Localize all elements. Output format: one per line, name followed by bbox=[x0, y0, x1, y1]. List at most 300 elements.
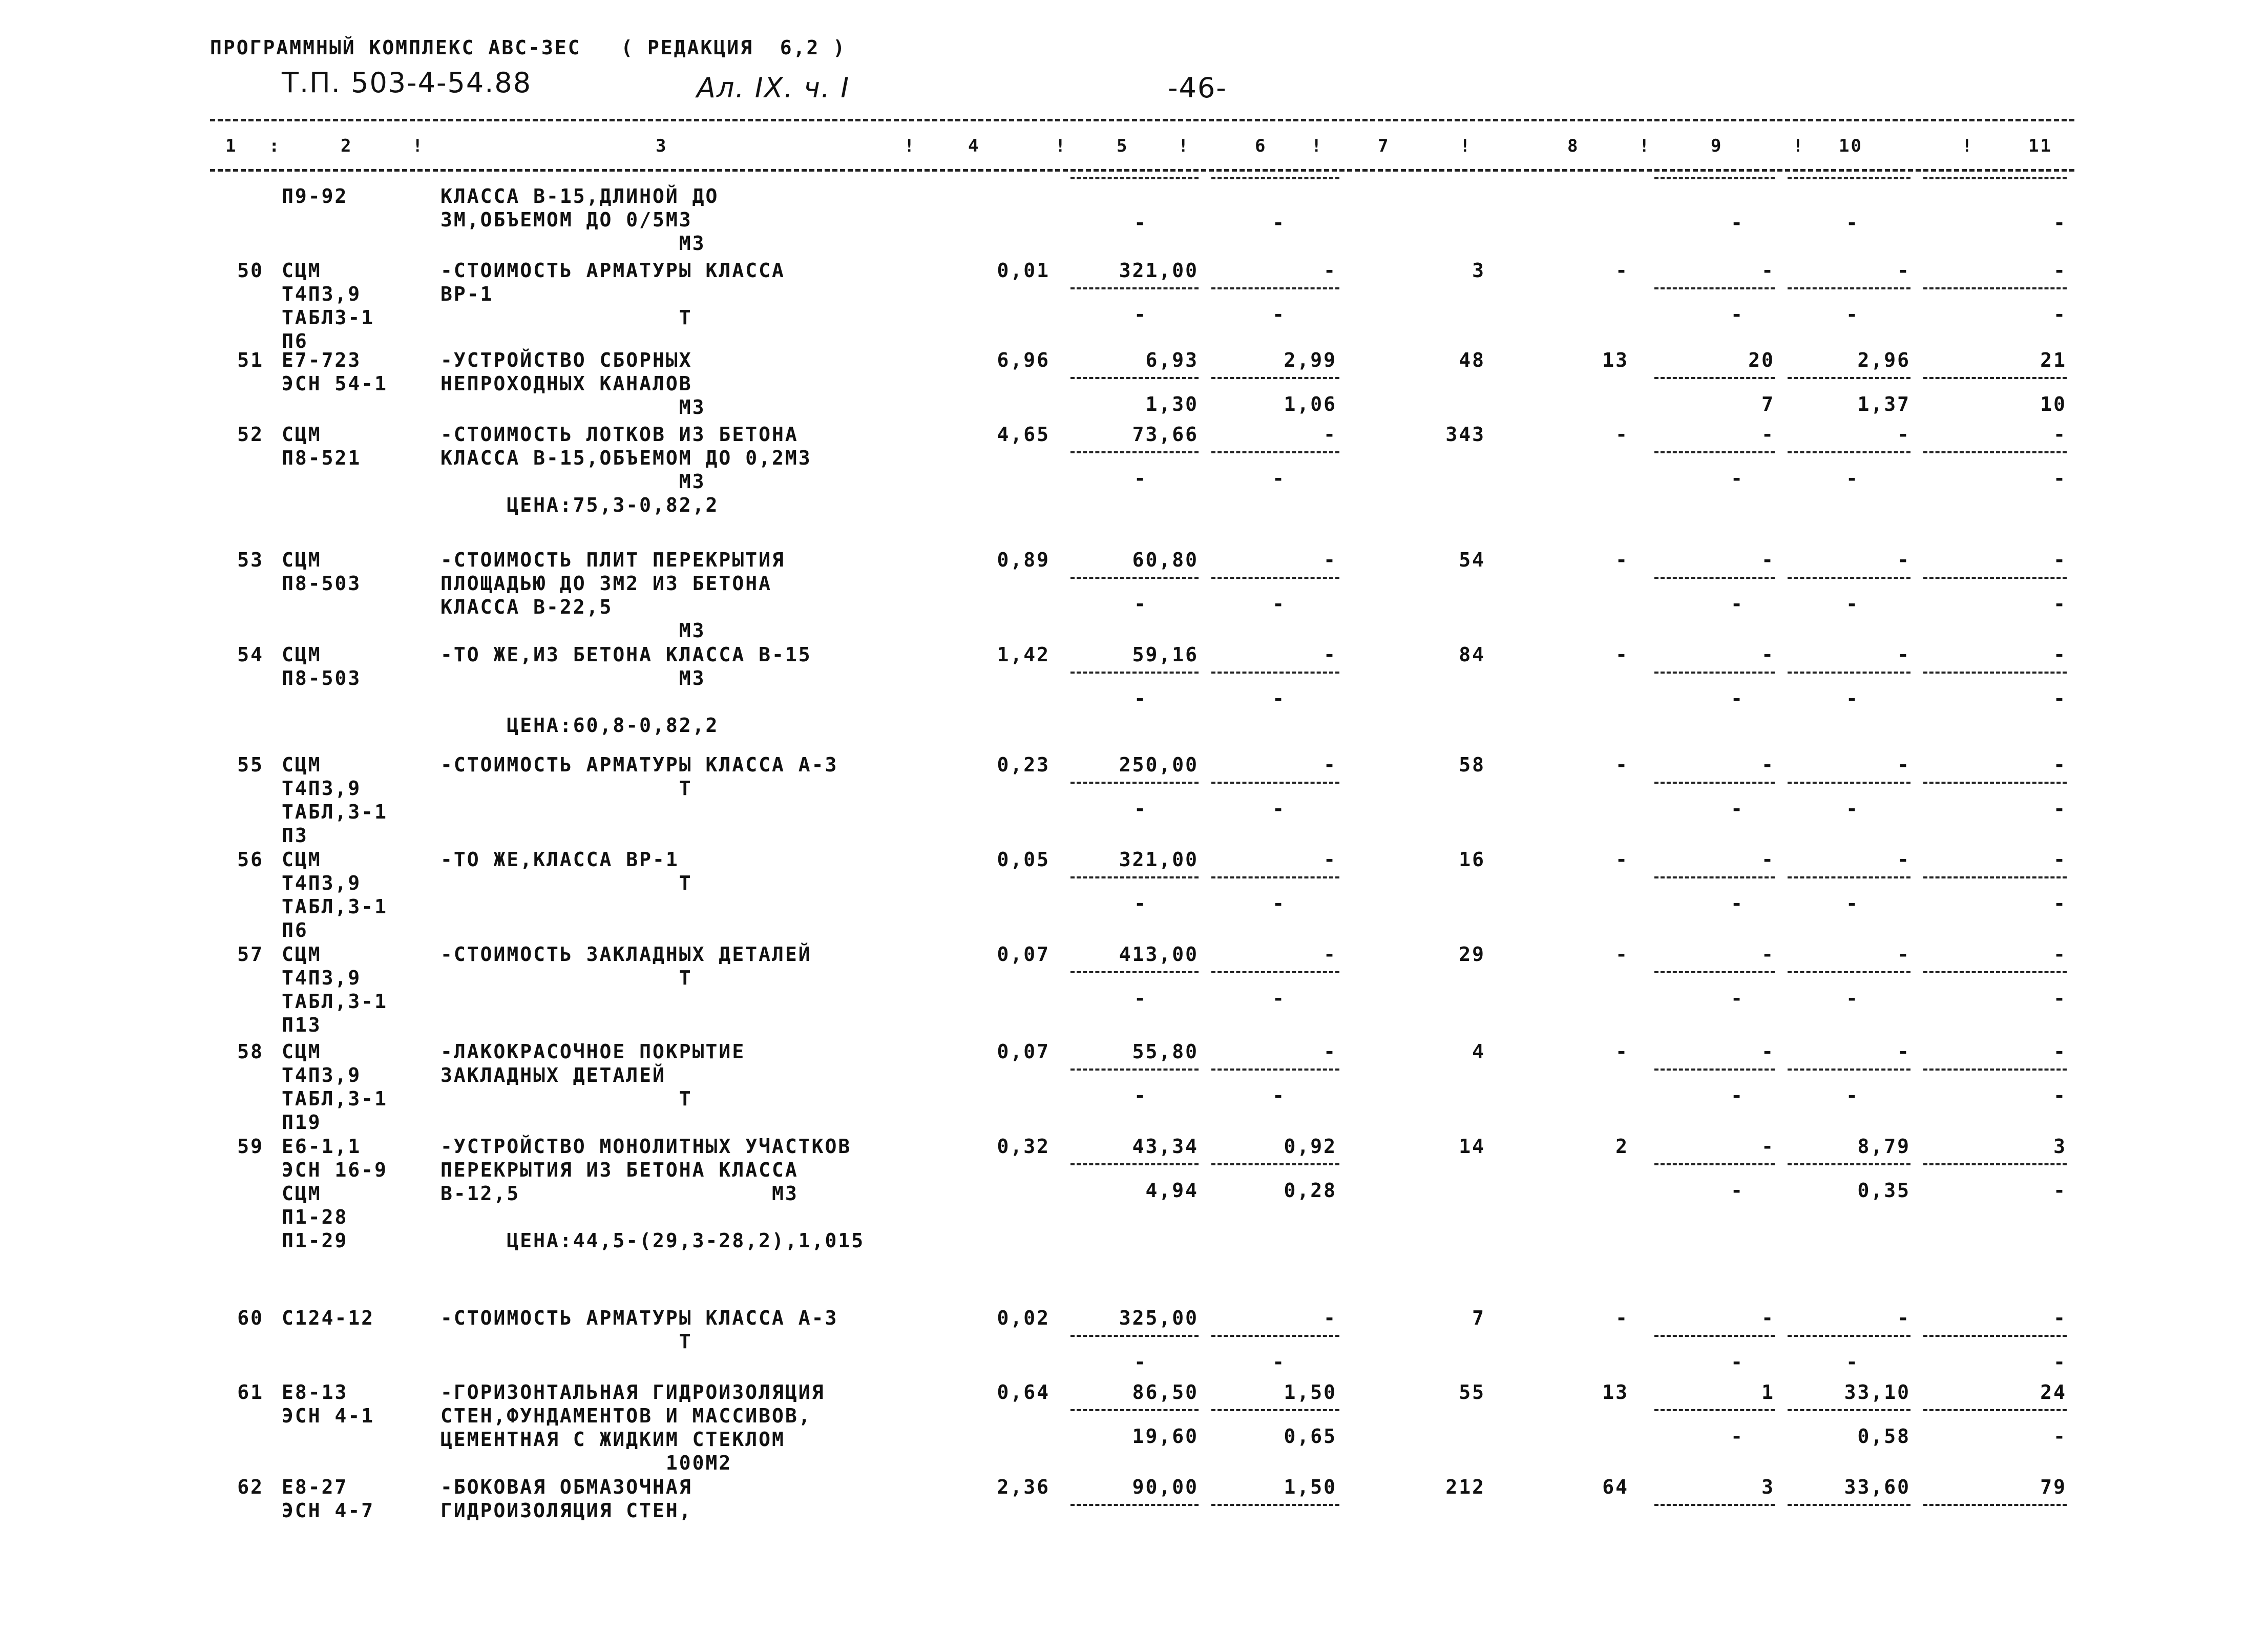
cell-separator-dash bbox=[1923, 971, 2067, 973]
row-description: ПЛОЩАДЬЮ ДО 3М2 ИЗ БЕТОНА bbox=[440, 572, 772, 595]
row-number: 55 bbox=[237, 753, 264, 776]
row-number: 56 bbox=[237, 848, 264, 871]
cell-col-5-lower: 1,30 bbox=[1145, 393, 1199, 415]
cell-col-11: - bbox=[2053, 549, 2067, 571]
cell-col-11-lower: - bbox=[2053, 593, 2067, 615]
row-code: П9-92 bbox=[282, 185, 348, 207]
row-code: СЦМ bbox=[282, 1182, 322, 1205]
cell-col-7: 84 bbox=[1459, 643, 1485, 666]
album-code: Ал. IX. ч. I bbox=[697, 72, 850, 104]
cell-separator-dash bbox=[1070, 177, 1199, 179]
cell-col-9-lower: - bbox=[1731, 1351, 1744, 1373]
cell-col-8: - bbox=[1615, 848, 1629, 871]
cell-col-5-lower: - bbox=[1134, 687, 1147, 710]
cell-col-4: 0,07 bbox=[997, 1040, 1050, 1063]
row-code: ТАБЛ,3-1 bbox=[282, 801, 388, 823]
cell-col-7: 16 bbox=[1459, 848, 1485, 871]
cell-col-5-lower: - bbox=[1134, 798, 1147, 820]
cell-separator-dash bbox=[1211, 1504, 1339, 1506]
cell-separator-dash bbox=[1788, 782, 1910, 784]
row-description: 3М,ОБЪЕМОМ ДО 0/5М3 bbox=[440, 208, 692, 231]
cell-col-4: 0,89 bbox=[997, 549, 1050, 571]
row-description: -СТОИМОСТЬ АРМАТУРЫ КЛАССА А-3 bbox=[440, 1307, 838, 1329]
row-description: -СТОИМОСТЬ АРМАТУРЫ КЛАССА bbox=[440, 259, 785, 282]
cell-separator-dash bbox=[1788, 1504, 1910, 1506]
cell-col-7: 343 bbox=[1445, 423, 1485, 446]
cell-col-4: 0,07 bbox=[997, 943, 1050, 966]
cell-separator-dash bbox=[1788, 377, 1910, 379]
cell-col-11-lower: - bbox=[2053, 303, 2067, 326]
cell-col-4: 0,05 bbox=[997, 848, 1050, 871]
cell-col-7: 54 bbox=[1459, 549, 1485, 571]
cell-col-10: 33,10 bbox=[1844, 1381, 1910, 1403]
tp-code: Т.П. 503-4-54.88 bbox=[282, 67, 532, 99]
cell-separator-dash bbox=[1654, 1163, 1775, 1165]
row-code: ТАБЛ,3-1 bbox=[282, 990, 388, 1013]
row-code: ТАБЛ3-1 bbox=[282, 306, 375, 329]
cell-col-10-lower: - bbox=[1846, 798, 1859, 820]
row-description: -СТОИМОСТЬ ПЛИТ ПЕРЕКРЫТИЯ bbox=[440, 549, 785, 571]
cell-col-4: 1,42 bbox=[997, 643, 1050, 666]
cell-col-5: 60,80 bbox=[1132, 549, 1199, 571]
cell-col-7: 3 bbox=[1472, 259, 1485, 282]
row-description: НЕПРОХОДНЫХ КАНАЛОВ bbox=[440, 372, 692, 395]
cell-col-8: - bbox=[1615, 943, 1629, 966]
cell-col-9: 1 bbox=[1761, 1381, 1775, 1403]
row-description: Т bbox=[440, 872, 692, 894]
cell-col-11-lower: - bbox=[2053, 1179, 2067, 1202]
cell-col-9-lower: - bbox=[1731, 467, 1744, 490]
cell-separator-dash bbox=[1211, 451, 1339, 453]
row-code: Е7-723 bbox=[282, 349, 362, 371]
row-description: ЦЕМЕНТНАЯ С ЖИДКИМ СТЕКЛОМ bbox=[440, 1428, 785, 1451]
cell-col-11-lower: - bbox=[2053, 798, 2067, 820]
column-number: 3 bbox=[656, 136, 668, 156]
cell-col-10-lower: - bbox=[1846, 467, 1859, 490]
row-description: М3 bbox=[440, 232, 706, 255]
cell-separator-dash bbox=[1211, 1069, 1339, 1071]
cell-col-9: - bbox=[1761, 643, 1775, 666]
cell-col-4: 0,02 bbox=[997, 1307, 1050, 1329]
column-number: 8 bbox=[1567, 136, 1580, 156]
row-code: С124-12 bbox=[282, 1307, 375, 1329]
row-code: П1-28 bbox=[282, 1206, 348, 1228]
row-code: П8-503 bbox=[282, 572, 362, 595]
cell-separator-dash bbox=[1654, 672, 1775, 674]
cell-col-6: - bbox=[1324, 848, 1337, 871]
cell-separator-dash bbox=[1211, 287, 1339, 289]
column-number: 7 bbox=[1378, 136, 1390, 156]
cell-col-8: - bbox=[1615, 423, 1629, 446]
cell-col-5: 413,00 bbox=[1119, 943, 1199, 966]
row-code: ЭСН 54-1 bbox=[282, 372, 388, 395]
column-number: ! bbox=[1460, 136, 1472, 156]
cell-col-9-lower: - bbox=[1731, 303, 1744, 326]
cell-col-5: 321,00 bbox=[1119, 848, 1199, 871]
cell-col-11-lower: - bbox=[2053, 212, 2067, 234]
cell-col-8: 13 bbox=[1602, 349, 1629, 371]
cell-separator-dash bbox=[1788, 971, 1910, 973]
row-description: Т bbox=[440, 967, 692, 989]
cell-separator-dash bbox=[1211, 177, 1339, 179]
cell-col-6-lower: - bbox=[1272, 1351, 1286, 1373]
cell-separator-dash bbox=[1923, 177, 2067, 179]
cell-col-9: - bbox=[1761, 1040, 1775, 1063]
cell-col-4: 0,23 bbox=[997, 753, 1050, 776]
cell-col-9: - bbox=[1761, 1307, 1775, 1329]
cell-separator-dash bbox=[1654, 971, 1775, 973]
cell-separator-dash bbox=[1070, 876, 1199, 878]
cell-col-4: 6,96 bbox=[997, 349, 1050, 371]
cell-col-8: - bbox=[1615, 643, 1629, 666]
row-description: -СТОИМОСТЬ ЛОТКОВ ИЗ БЕТОНА bbox=[440, 423, 799, 446]
cell-col-11-lower: 10 bbox=[2040, 393, 2067, 415]
row-description: М3 bbox=[440, 396, 706, 418]
cell-separator-dash bbox=[1070, 1069, 1199, 1071]
cell-separator-dash bbox=[1923, 451, 2067, 453]
cell-col-11: - bbox=[2053, 943, 2067, 966]
row-description: -СТОИМОСТЬ АРМАТУРЫ КЛАССА А-3 bbox=[440, 753, 838, 776]
row-description: М3 bbox=[440, 619, 706, 642]
cell-col-4: 0,64 bbox=[997, 1381, 1050, 1403]
cell-col-10: - bbox=[1897, 549, 1910, 571]
cell-separator-dash bbox=[1923, 672, 2067, 674]
cell-col-10-lower: - bbox=[1846, 687, 1859, 710]
cell-col-5: 86,50 bbox=[1132, 1381, 1199, 1403]
cell-col-10-lower: - bbox=[1846, 892, 1859, 915]
cell-col-10-lower: - bbox=[1846, 1084, 1859, 1107]
cell-separator-dash bbox=[1070, 377, 1199, 379]
cell-col-5: 90,00 bbox=[1132, 1476, 1199, 1498]
cell-separator-dash bbox=[1211, 876, 1339, 878]
cell-col-9-lower: - bbox=[1731, 987, 1744, 1010]
cell-separator-dash bbox=[1070, 782, 1199, 784]
cell-col-10-lower: - bbox=[1846, 212, 1859, 234]
cell-col-11-lower: - bbox=[2053, 687, 2067, 710]
cell-col-6: - bbox=[1324, 423, 1337, 446]
cell-col-5-lower: - bbox=[1134, 303, 1147, 326]
cell-col-8: - bbox=[1615, 1040, 1629, 1063]
cell-col-10: - bbox=[1897, 753, 1910, 776]
cell-col-5: 325,00 bbox=[1119, 1307, 1199, 1329]
row-code: Е8-13 bbox=[282, 1381, 348, 1403]
cell-col-11-lower: - bbox=[2053, 1351, 2067, 1373]
cell-separator-dash bbox=[1923, 1504, 2067, 1506]
row-code: ТАБЛ,3-1 bbox=[282, 895, 388, 918]
cell-col-9: - bbox=[1761, 943, 1775, 966]
cell-separator-dash bbox=[1211, 1335, 1339, 1337]
cell-col-5-lower: 19,60 bbox=[1132, 1425, 1199, 1448]
cell-col-9-lower: - bbox=[1731, 1179, 1744, 1202]
cell-col-4: 0,01 bbox=[997, 259, 1050, 282]
row-description: -БОКОВАЯ ОБМАЗОЧНАЯ bbox=[440, 1476, 692, 1498]
cell-separator-dash bbox=[1211, 1409, 1339, 1411]
cell-col-6: 2,99 bbox=[1284, 349, 1337, 371]
row-code: Т4П3,9 bbox=[282, 1064, 362, 1086]
column-number: 10 bbox=[1839, 136, 1863, 156]
cell-col-6-lower: - bbox=[1272, 303, 1286, 326]
cell-col-9: - bbox=[1761, 549, 1775, 571]
cell-separator-dash bbox=[1070, 1335, 1199, 1337]
row-code: ТАБЛ,3-1 bbox=[282, 1087, 388, 1110]
cell-col-7: 48 bbox=[1459, 349, 1485, 371]
row-code: П6 bbox=[282, 330, 308, 352]
cell-col-11-lower: - bbox=[2053, 1425, 2067, 1448]
row-number: 52 bbox=[237, 423, 264, 446]
cell-separator-dash bbox=[1654, 1409, 1775, 1411]
row-number: 59 bbox=[237, 1135, 264, 1158]
row-code: СЦМ bbox=[282, 643, 322, 666]
row-number: 51 bbox=[237, 349, 264, 371]
cell-col-8: 2 bbox=[1615, 1135, 1629, 1158]
cell-separator-dash bbox=[1654, 1069, 1775, 1071]
row-description: ЦЕНА:75,3-0,82,2 bbox=[440, 494, 719, 516]
cell-separator-dash bbox=[1788, 577, 1910, 579]
cell-col-7: 212 bbox=[1445, 1476, 1485, 1498]
cell-col-8: - bbox=[1615, 259, 1629, 282]
cell-col-5: 250,00 bbox=[1119, 753, 1199, 776]
cell-col-11: - bbox=[2053, 423, 2067, 446]
cell-col-7: 7 bbox=[1472, 1307, 1485, 1329]
cell-separator-dash bbox=[1070, 287, 1199, 289]
cell-col-9-lower: - bbox=[1731, 798, 1744, 820]
cell-col-5: 321,00 bbox=[1119, 259, 1199, 282]
cell-separator-dash bbox=[1923, 577, 2067, 579]
cell-col-6: - bbox=[1324, 643, 1337, 666]
cell-separator-dash bbox=[1923, 287, 2067, 289]
cell-col-8: - bbox=[1615, 549, 1629, 571]
cell-col-6: - bbox=[1324, 1307, 1337, 1329]
row-code: Т4П3,9 bbox=[282, 872, 362, 894]
cell-col-11: - bbox=[2053, 643, 2067, 666]
cell-separator-dash bbox=[1788, 1409, 1910, 1411]
cell-col-7: 58 bbox=[1459, 753, 1485, 776]
column-number: ! bbox=[1055, 136, 1067, 156]
cell-col-6: 0,92 bbox=[1284, 1135, 1337, 1158]
cell-col-10-lower: 0,35 bbox=[1857, 1179, 1910, 1202]
cell-col-11: - bbox=[2053, 1307, 2067, 1329]
cell-col-7: 14 bbox=[1459, 1135, 1485, 1158]
cell-col-5-lower: - bbox=[1134, 1351, 1147, 1373]
cell-separator-dash bbox=[1070, 577, 1199, 579]
cell-col-5: 6,93 bbox=[1145, 349, 1199, 371]
cell-col-10: - bbox=[1897, 259, 1910, 282]
cell-col-9: - bbox=[1761, 259, 1775, 282]
cell-separator-dash bbox=[1654, 377, 1775, 379]
cell-separator-dash bbox=[1211, 1163, 1339, 1165]
row-description: Т bbox=[440, 777, 692, 800]
cell-col-10: 8,79 bbox=[1857, 1135, 1910, 1158]
row-number: 53 bbox=[237, 549, 264, 571]
row-number: 60 bbox=[237, 1307, 264, 1329]
cell-col-11: 79 bbox=[2040, 1476, 2067, 1498]
column-number: ! bbox=[412, 136, 425, 156]
cell-separator-dash bbox=[1654, 1504, 1775, 1506]
cell-col-7: 4 bbox=[1472, 1040, 1485, 1063]
row-description: ЦЕНА:60,8-0,82,2 bbox=[440, 714, 719, 737]
cell-col-9: 20 bbox=[1748, 349, 1775, 371]
row-description: Т bbox=[440, 306, 692, 329]
column-number: 1 bbox=[225, 136, 238, 156]
cell-col-11: - bbox=[2053, 753, 2067, 776]
cell-col-10: - bbox=[1897, 1040, 1910, 1063]
column-number: ! bbox=[1793, 136, 1805, 156]
cell-col-10-lower: 0,58 bbox=[1857, 1425, 1910, 1448]
cell-col-11-lower: - bbox=[2053, 1084, 2067, 1107]
cell-col-10: - bbox=[1897, 1307, 1910, 1329]
cell-col-5-lower: - bbox=[1134, 987, 1147, 1010]
cell-col-5: 73,66 bbox=[1132, 423, 1199, 446]
cell-separator-dash bbox=[1654, 782, 1775, 784]
cell-separator-dash bbox=[1654, 177, 1775, 179]
cell-col-6-lower: 0,28 bbox=[1284, 1179, 1337, 1202]
cell-separator-dash bbox=[1211, 577, 1339, 579]
row-code: СЦМ bbox=[282, 423, 322, 446]
row-code: СЦМ bbox=[282, 259, 322, 282]
cell-separator-dash bbox=[1070, 1409, 1199, 1411]
header-rule-bottom bbox=[210, 169, 2074, 172]
row-description: -ТО ЖЕ,ИЗ БЕТОНА КЛАССА В-15 bbox=[440, 643, 812, 666]
cell-separator-dash bbox=[1070, 1163, 1199, 1165]
row-code: ЭСН 16-9 bbox=[282, 1159, 388, 1181]
cell-col-5: 59,16 bbox=[1132, 643, 1199, 666]
cell-col-10-lower: 1,37 bbox=[1857, 393, 1910, 415]
cell-col-6-lower: - bbox=[1272, 1084, 1286, 1107]
cell-col-9-lower: 7 bbox=[1761, 393, 1775, 415]
cell-col-6-lower: - bbox=[1272, 892, 1286, 915]
row-description: -УСТРОЙСТВО МОНОЛИТНЫХ УЧАСТКОВ bbox=[440, 1135, 852, 1158]
cell-separator-dash bbox=[1211, 377, 1339, 379]
row-code: П1-29 bbox=[282, 1229, 348, 1252]
cell-col-8: 13 bbox=[1602, 1381, 1629, 1403]
row-description: ЦЕНА:44,5-(29,3-28,2),1,015 bbox=[440, 1229, 865, 1252]
cell-col-11-lower: - bbox=[2053, 467, 2067, 490]
cell-col-4: 0,32 bbox=[997, 1135, 1050, 1158]
cell-col-6: - bbox=[1324, 549, 1337, 571]
cell-col-4: 4,65 bbox=[997, 423, 1050, 446]
cell-separator-dash bbox=[1923, 1069, 2067, 1071]
row-code: П13 bbox=[282, 1014, 322, 1036]
column-number: ! bbox=[904, 136, 916, 156]
row-description: ПЕРЕКРЫТИЯ ИЗ БЕТОНА КЛАССА bbox=[440, 1159, 799, 1181]
cell-separator-dash bbox=[1923, 1335, 2067, 1337]
row-code: П3 bbox=[282, 824, 308, 847]
cell-col-10: 33,60 bbox=[1844, 1476, 1910, 1498]
cell-col-6: 1,50 bbox=[1284, 1381, 1337, 1403]
column-number: ! bbox=[1639, 136, 1651, 156]
cell-col-11: 21 bbox=[2040, 349, 2067, 371]
cell-separator-dash bbox=[1211, 782, 1339, 784]
header-rule-top bbox=[210, 119, 2074, 121]
column-number: 2 bbox=[341, 136, 353, 156]
column-number: 11 bbox=[2028, 136, 2052, 156]
row-description: СТЕН,ФУНДАМЕНТОВ И МАССИВОВ, bbox=[440, 1405, 812, 1427]
cell-col-5: 43,34 bbox=[1132, 1135, 1199, 1158]
row-code: Т4П3,9 bbox=[282, 283, 362, 305]
cell-col-11: - bbox=[2053, 259, 2067, 282]
cell-separator-dash bbox=[1654, 876, 1775, 878]
cell-col-11: 24 bbox=[2040, 1381, 2067, 1403]
cell-col-9-lower: - bbox=[1731, 892, 1744, 915]
cell-col-6: 1,50 bbox=[1284, 1476, 1337, 1498]
cell-separator-dash bbox=[1654, 451, 1775, 453]
cell-separator-dash bbox=[1923, 782, 2067, 784]
row-description: ЗАКЛАДНЫХ ДЕТАЛЕЙ bbox=[440, 1064, 666, 1086]
cell-separator-dash bbox=[1654, 1335, 1775, 1337]
cell-separator-dash bbox=[1070, 672, 1199, 674]
cell-col-10: - bbox=[1897, 643, 1910, 666]
cell-col-6: - bbox=[1324, 1040, 1337, 1063]
cell-separator-dash bbox=[1788, 1163, 1910, 1165]
row-description: -СТОИМОСТЬ ЗАКЛАДНЫХ ДЕТАЛЕЙ bbox=[440, 943, 812, 966]
row-code: ЭСН 4-1 bbox=[282, 1405, 375, 1427]
cell-separator-dash bbox=[1788, 451, 1910, 453]
row-code: СЦМ bbox=[282, 848, 322, 871]
cell-separator-dash bbox=[1788, 177, 1910, 179]
row-description: -ЛАКОКРАСОЧНОЕ ПОКРЫТИЕ bbox=[440, 1040, 746, 1063]
cell-col-10-lower: - bbox=[1846, 987, 1859, 1010]
cell-col-5-lower: - bbox=[1134, 1084, 1147, 1107]
cell-col-10: - bbox=[1897, 943, 1910, 966]
row-code: СЦМ bbox=[282, 943, 322, 966]
row-description: Т bbox=[440, 1087, 692, 1110]
cell-col-10: 2,96 bbox=[1857, 349, 1910, 371]
program-header-line: ПРОГРАММНЫЙ КОМПЛЕКС АВС-ЗЕС ( РЕДАКЦИЯ 6,2 ) bbox=[210, 36, 847, 59]
cell-col-9-lower: - bbox=[1731, 212, 1744, 234]
cell-col-11: 3 bbox=[2053, 1135, 2067, 1158]
cell-separator-dash bbox=[1788, 287, 1910, 289]
cell-col-6: - bbox=[1324, 943, 1337, 966]
row-code: П8-521 bbox=[282, 447, 362, 469]
cell-col-6-lower: - bbox=[1272, 212, 1286, 234]
row-description: 100М2 bbox=[440, 1452, 732, 1474]
cell-col-7: 29 bbox=[1459, 943, 1485, 966]
cell-separator-dash bbox=[1211, 672, 1339, 674]
cell-col-5-lower: 4,94 bbox=[1145, 1179, 1199, 1202]
cell-col-9: 3 bbox=[1761, 1476, 1775, 1498]
row-number: 54 bbox=[237, 643, 264, 666]
cell-col-6-lower: - bbox=[1272, 987, 1286, 1010]
cell-separator-dash bbox=[1654, 287, 1775, 289]
row-code: Т4П3,9 bbox=[282, 967, 362, 989]
row-code: Е6-1,1 bbox=[282, 1135, 362, 1158]
cell-col-9-lower: - bbox=[1731, 687, 1744, 710]
row-code: ЭСН 4-7 bbox=[282, 1499, 375, 1522]
row-code: Т4П3,9 bbox=[282, 777, 362, 800]
cell-col-10: - bbox=[1897, 423, 1910, 446]
row-description: М3 bbox=[440, 667, 706, 689]
cell-col-9: - bbox=[1761, 753, 1775, 776]
cell-separator-dash bbox=[1070, 971, 1199, 973]
cell-col-6-lower: - bbox=[1272, 467, 1286, 490]
cell-col-6-lower: 1,06 bbox=[1284, 393, 1337, 415]
row-number: 62 bbox=[237, 1476, 264, 1498]
cell-col-10-lower: - bbox=[1846, 593, 1859, 615]
column-number: ! bbox=[1962, 136, 1974, 156]
column-number: 4 bbox=[968, 136, 980, 156]
cell-col-6: - bbox=[1324, 259, 1337, 282]
cell-col-6-lower: - bbox=[1272, 687, 1286, 710]
cell-col-5: 55,80 bbox=[1132, 1040, 1199, 1063]
column-number: 6 bbox=[1255, 136, 1267, 156]
cell-col-8: - bbox=[1615, 753, 1629, 776]
cell-col-11-lower: - bbox=[2053, 892, 2067, 915]
cell-separator-dash bbox=[1923, 876, 2067, 878]
cell-col-6-lower: - bbox=[1272, 798, 1286, 820]
cell-separator-dash bbox=[1070, 1504, 1199, 1506]
row-description: В-12,5 М3 bbox=[440, 1182, 799, 1205]
row-description: КЛАССА В-22,5 bbox=[440, 596, 613, 618]
